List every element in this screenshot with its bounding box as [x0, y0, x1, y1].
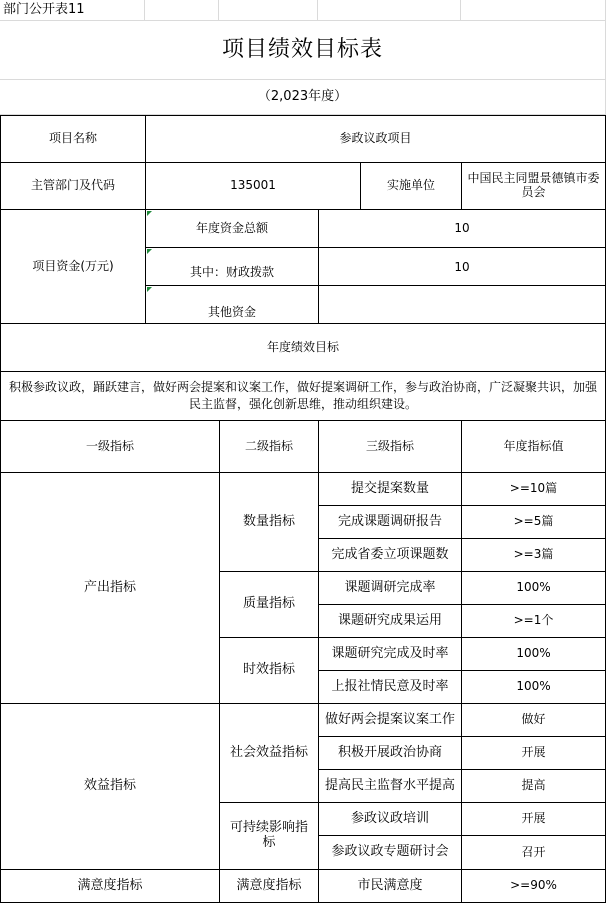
col-header-value: 年度指标值 — [461, 420, 606, 473]
indicator-value: >=90% — [461, 869, 606, 903]
indicator-value: >=5篇 — [461, 505, 606, 539]
indicator-name: 做好两会提案议案工作 — [318, 703, 462, 737]
sheet-header-label: 部门公开表11 — [0, 0, 145, 21]
indicator-name: 上报社情民意及时率 — [318, 670, 462, 704]
fiscal-value: 10 — [318, 247, 606, 286]
other-funds-label: 其他资金 — [145, 285, 319, 324]
indicator-name: 课题研究成果运用 — [318, 604, 462, 638]
level2-quantity: 数量指标 — [219, 472, 319, 572]
indicator-name: 课题研究完成及时率 — [318, 637, 462, 671]
fiscal-label: 其中：财政拨款 — [145, 247, 319, 286]
indicator-value: 召开 — [461, 835, 606, 870]
other-funds-value — [318, 285, 606, 324]
annual-total-value: 10 — [318, 209, 606, 248]
project-name-label: 项目名称 — [0, 115, 146, 163]
year-label: （2,023年度） — [0, 80, 606, 115]
project-name-value: 参政议政项目 — [145, 115, 606, 163]
indicator-value: 100% — [461, 670, 606, 704]
indicator-value: 开展 — [461, 736, 606, 770]
grid-cell — [145, 0, 219, 21]
indicator-name: 积极开展政治协商 — [318, 736, 462, 770]
impl-unit-label: 实施单位 — [360, 162, 462, 210]
level2-quality: 质量指标 — [219, 571, 319, 638]
col-header-level3: 三级指标 — [318, 420, 462, 473]
grid-cell — [461, 0, 606, 21]
indicator-name: 参政议政专题研讨会 — [318, 835, 462, 870]
grid-cell — [318, 0, 461, 21]
indicator-name: 提高民主监督水平提高 — [318, 769, 462, 803]
indicator-value: 100% — [461, 637, 606, 671]
funds-label: 项目资金(万元) — [0, 209, 146, 324]
indicator-value: >=3篇 — [461, 538, 606, 572]
indicator-name: 参政议政培训 — [318, 802, 462, 836]
page-title: 项目绩效目标表 — [0, 21, 606, 80]
goal-header: 年度绩效目标 — [0, 323, 606, 372]
level1-output: 产出指标 — [0, 472, 220, 704]
impl-unit-value: 中国民主同盟景德镇市委员会 — [461, 162, 606, 210]
col-header-level1: 一级指标 — [0, 420, 220, 473]
col-header-level2: 二级指标 — [219, 420, 319, 473]
level2-social-benefit: 社会效益指标 — [219, 703, 319, 803]
indicator-name: 课题调研完成率 — [318, 571, 462, 605]
indicator-value: >=1个 — [461, 604, 606, 638]
indicator-value: 提高 — [461, 769, 606, 803]
goal-text: 积极参政议政，踊跃建言，做好两会提案和议案工作，做好提案调研工作，参与政治协商，广泛凝聚共识，加强民主监督，强化创新思维，推动组织建设。 — [0, 371, 606, 421]
level1-satisfaction: 满意度指标 — [0, 869, 220, 903]
grid-cell — [219, 0, 318, 21]
indicator-value: 做好 — [461, 703, 606, 737]
indicator-value: >=10篇 — [461, 472, 606, 506]
dept-code: 135001 — [145, 162, 361, 210]
level2-sustainability: 可持续影响指标 — [219, 802, 319, 870]
level1-benefit: 效益指标 — [0, 703, 220, 870]
level2-timeliness: 时效指标 — [219, 637, 319, 704]
indicator-name: 提交提案数量 — [318, 472, 462, 506]
level2-satisfaction: 满意度指标 — [219, 869, 319, 903]
indicator-value: 100% — [461, 571, 606, 605]
indicator-value: 开展 — [461, 802, 606, 836]
dept-label: 主管部门及代码 — [0, 162, 146, 210]
indicator-name: 市民满意度 — [318, 869, 462, 903]
indicator-name: 完成课题调研报告 — [318, 505, 462, 539]
annual-total-label: 年度资金总额 — [145, 209, 319, 248]
indicator-name: 完成省委立项课题数 — [318, 538, 462, 572]
